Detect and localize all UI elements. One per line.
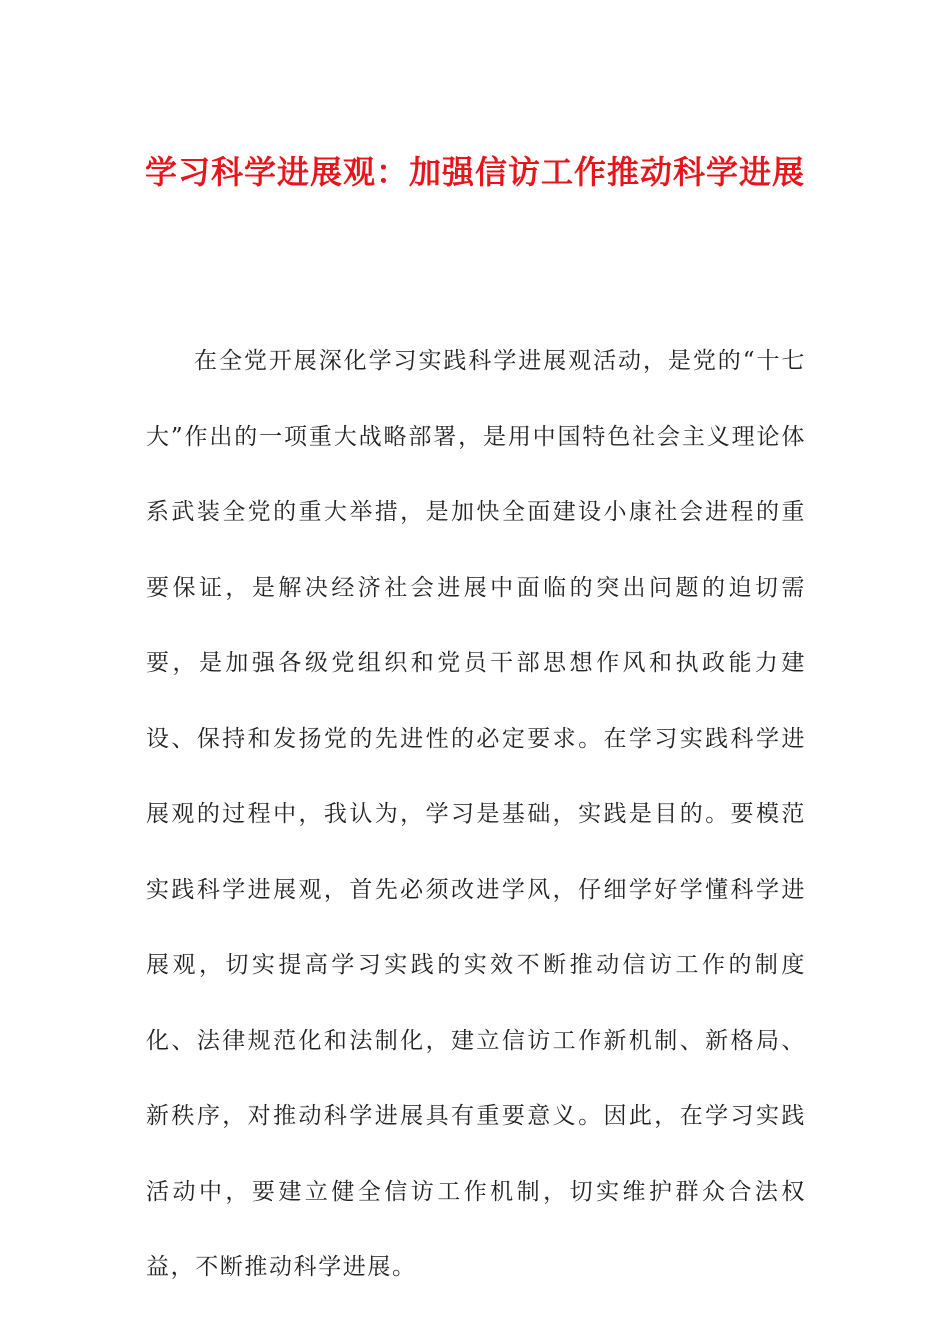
document-title: 学习科学进展观：加强信访工作推动科学进展	[144, 153, 805, 191]
body-paragraph: 在全党开展深化学习实践科学进展观活动，是党的“十七大”作出的一项重大战略部署，是用中国特色社会主义理论体系武装全党的重大举措，是加快全面建设小康社会进程的重要保证，是解决经济社会进展中面临的突出问题的迫切需要，是加强各级党组织和党员干部思想作风和执政能力建设、保持和发扬党的先进性的必定要求。在学习实践科学进展观的过程中，我认为，学习是基础，实践是目的。要模范实践科学进展观，首先必须改进学风，仔细学好学懂科学进展观，切实提高学习实践的实效不断推动信访工作的制度化、法律规范化和法制化，建立信访工作新机制、新格局、新秩序，对推动科学进展具有重要意义。因此，在学习实践活动中，要建立健全信访工作机制，切实维护群众合法权益，不断推动科学进展。	[146, 348, 806, 1280]
